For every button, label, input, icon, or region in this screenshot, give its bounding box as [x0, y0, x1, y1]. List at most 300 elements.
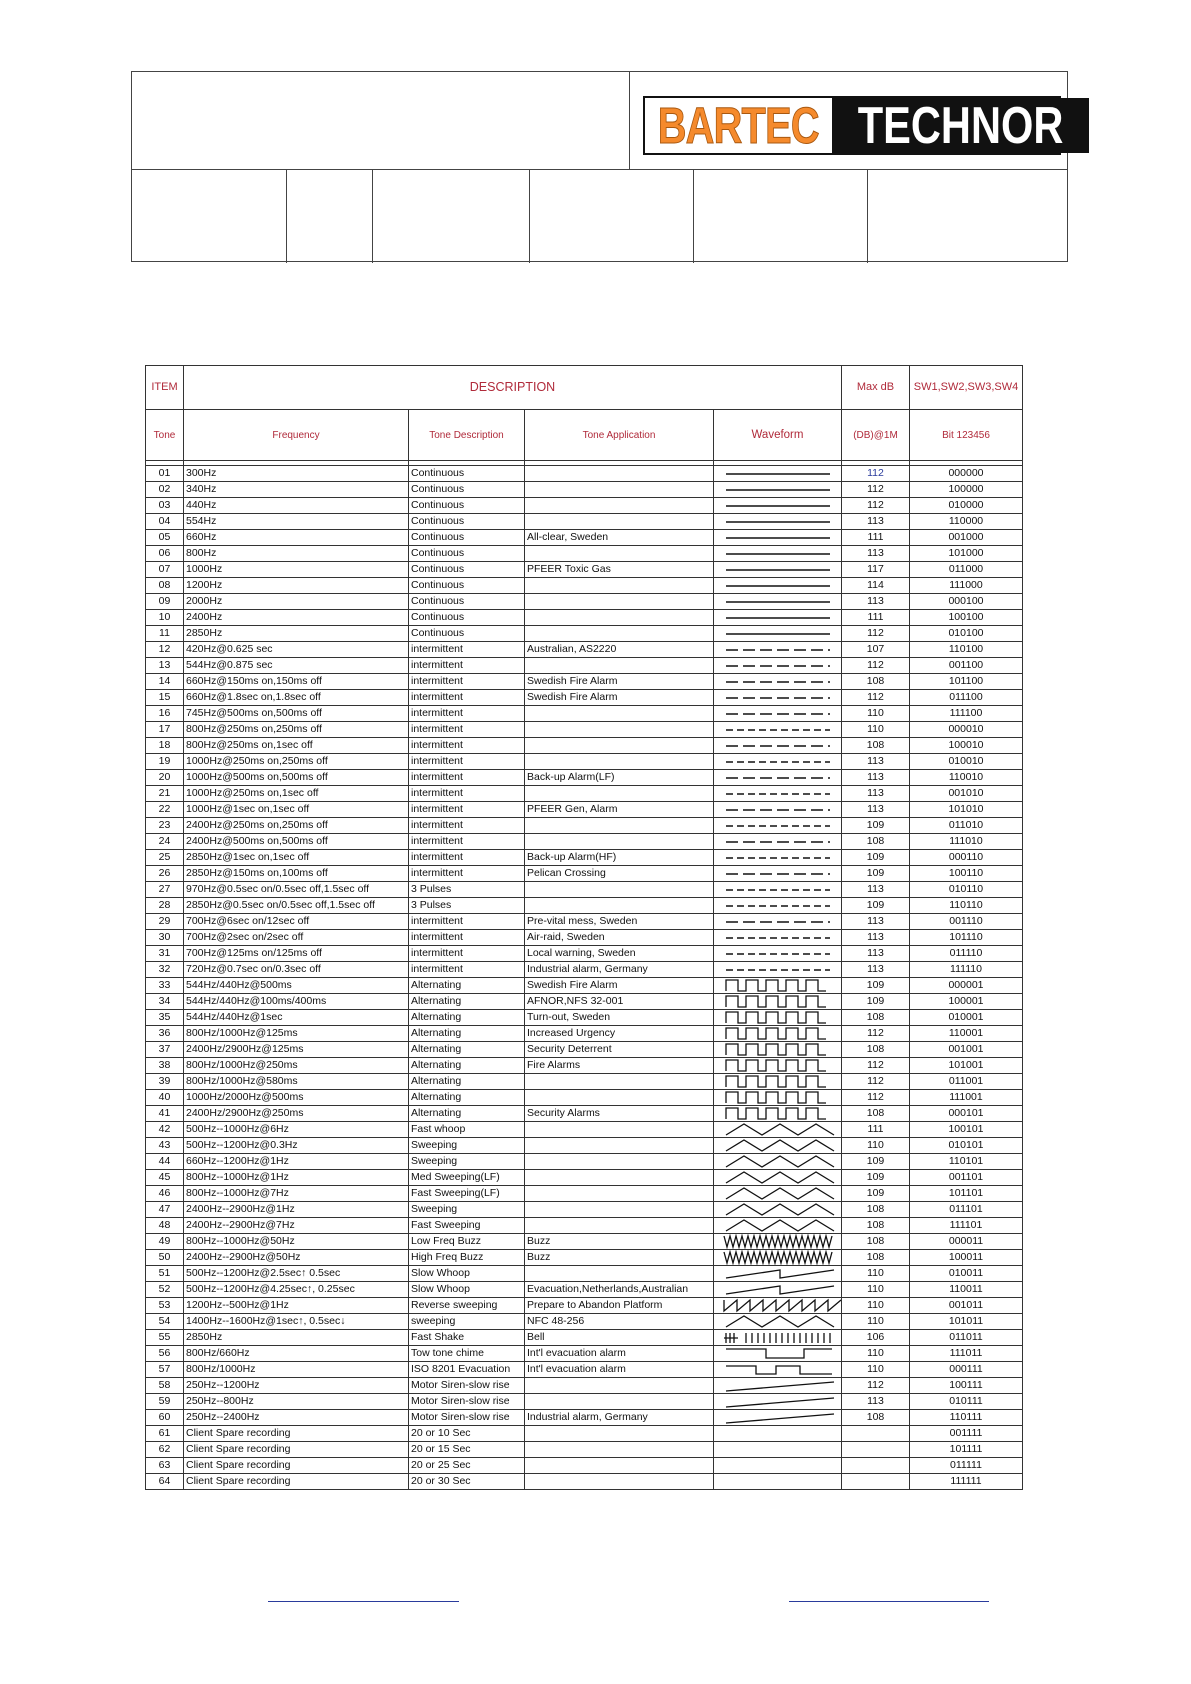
frequency-cell: 340Hz: [184, 482, 409, 498]
tone-cell: 22: [146, 802, 184, 818]
bits-cell: 000001: [910, 978, 1023, 994]
tone-cell: 20: [146, 770, 184, 786]
bits-cell: 011110: [910, 946, 1023, 962]
tone-cell: 32: [146, 962, 184, 978]
table-row: [146, 546, 1023, 562]
header-divider: [693, 170, 694, 263]
bits-header: Bit 123456: [910, 410, 1023, 461]
tone-description-cell: Alternating: [409, 1090, 525, 1106]
tone-cell: 51: [146, 1266, 184, 1282]
tone-description-cell: ISO 8201 Evacuation: [409, 1362, 525, 1378]
table-row: [146, 1026, 1023, 1042]
bits-cell: 101110: [910, 930, 1023, 946]
tone-application-cell: Pre-vital mess, Sweden: [525, 914, 714, 930]
bits-cell: 111000: [910, 578, 1023, 594]
waveform-cell: [714, 1042, 842, 1058]
bits-cell: 001011: [910, 1298, 1023, 1314]
frequency-cell: 1000Hz@250ms on,1sec off: [184, 786, 409, 802]
frequency-cell: 800Hz/1000Hz@250ms: [184, 1058, 409, 1074]
db-cell: 108: [842, 1106, 910, 1122]
tone-description-cell: intermittent: [409, 962, 525, 978]
table-row: [146, 882, 1023, 898]
bits-cell: 100111: [910, 1378, 1023, 1394]
table-row: [146, 834, 1023, 850]
db-cell: 109: [842, 1186, 910, 1202]
waveform-continuous-icon: [716, 466, 842, 481]
tone-description-cell: intermittent: [409, 642, 525, 658]
table-row: [146, 1010, 1023, 1026]
tone-cell: 64: [146, 1474, 184, 1490]
tone-application-cell: [525, 1202, 714, 1218]
frequency-cell: Client Spare recording: [184, 1458, 409, 1474]
bits-cell: 100011: [910, 1250, 1023, 1266]
tone-cell: 11: [146, 626, 184, 642]
table-row: [146, 706, 1023, 722]
tone-application-cell: Industrial alarm, Germany: [525, 962, 714, 978]
bits-cell: 110011: [910, 1282, 1023, 1298]
waveform-cell: [714, 1394, 842, 1410]
bits-cell: 010101: [910, 1138, 1023, 1154]
frequency-cell: 2400Hz--2900Hz@1Hz: [184, 1202, 409, 1218]
tone-application-cell: PFEER Toxic Gas: [525, 562, 714, 578]
frequency-cell: 660Hz--1200Hz@1Hz: [184, 1154, 409, 1170]
waveform-header: Waveform: [714, 410, 842, 461]
db-cell: 113: [842, 930, 910, 946]
tone-cell: 14: [146, 674, 184, 690]
tone-description-cell: Alternating: [409, 994, 525, 1010]
tone-application-cell: [525, 466, 714, 482]
tone-application-cell: [525, 738, 714, 754]
waveform-iso-icon: [716, 1362, 842, 1377]
tone-cell: 24: [146, 834, 184, 850]
tone-application-header: Tone Application: [525, 410, 714, 461]
db-cell: 112: [842, 1026, 910, 1042]
waveform-dash-short-icon: [716, 786, 842, 801]
db-cell: 106: [842, 1330, 910, 1346]
tone-cell: 62: [146, 1442, 184, 1458]
db-cell: 112: [842, 466, 910, 482]
waveform-cell: [714, 882, 842, 898]
tone-application-cell: [525, 834, 714, 850]
db-cell: 112: [842, 690, 910, 706]
tone-application-cell: [525, 818, 714, 834]
waveform-triangle-icon: [716, 1186, 842, 1201]
tone-cell: 47: [146, 1202, 184, 1218]
waveform-continuous-icon: [716, 626, 842, 641]
table-row: [146, 1426, 1023, 1442]
table-row: [146, 1170, 1023, 1186]
waveform-triangle-icon: [716, 1218, 842, 1233]
tone-description-cell: intermittent: [409, 706, 525, 722]
table-row: [146, 1474, 1023, 1490]
db-cell: 108: [842, 674, 910, 690]
switches-header: SW1,SW2,SW3,SW4: [910, 366, 1023, 410]
frequency-cell: 1400Hz--1600Hz@1sec↑, 0.5sec↓: [184, 1314, 409, 1330]
bits-cell: 010100: [910, 626, 1023, 642]
tone-description-cell: 20 or 15 Sec: [409, 1442, 525, 1458]
waveform-square-icon: [716, 1074, 842, 1089]
tone-application-cell: [525, 1394, 714, 1410]
frequency-cell: 800Hz: [184, 546, 409, 562]
tone-application-cell: [525, 594, 714, 610]
tone-cell: 48: [146, 1218, 184, 1234]
waveform-triangle-icon: [716, 1314, 842, 1329]
tone-application-cell: [525, 1474, 714, 1490]
tone-cell: 21: [146, 786, 184, 802]
frequency-cell: 300Hz: [184, 466, 409, 482]
waveform-continuous-icon: [716, 530, 842, 545]
db-cell: 108: [842, 1234, 910, 1250]
frequency-cell: 2400Hz/2900Hz@125ms: [184, 1042, 409, 1058]
header-divider: [132, 169, 1067, 170]
tone-description-cell: sweeping: [409, 1314, 525, 1330]
frequency-cell: 554Hz: [184, 514, 409, 530]
tone-application-cell: [525, 1458, 714, 1474]
waveform-cell: [714, 1170, 842, 1186]
waveform-cell: [714, 1378, 842, 1394]
waveform-cell: [714, 642, 842, 658]
bits-cell: 011101: [910, 1202, 1023, 1218]
frequency-cell: 544Hz/440Hz@500ms: [184, 978, 409, 994]
tone-description-cell: Alternating: [409, 1010, 525, 1026]
tone-cell: 05: [146, 530, 184, 546]
db-cell: 114: [842, 578, 910, 594]
db-cell: 112: [842, 1378, 910, 1394]
bits-cell: 011111: [910, 1458, 1023, 1474]
table-row: [146, 626, 1023, 642]
tone-description-cell: Fast whoop: [409, 1122, 525, 1138]
waveform-buzz-icon: [716, 1234, 842, 1249]
table-row: [146, 1362, 1023, 1378]
table-row: [146, 690, 1023, 706]
tone-description-cell: 3 Pulses: [409, 898, 525, 914]
bits-cell: 011011: [910, 1330, 1023, 1346]
db-cell: 113: [842, 594, 910, 610]
tone-cell: 63: [146, 1458, 184, 1474]
db-cell: 110: [842, 1346, 910, 1362]
tone-description-cell: intermittent: [409, 946, 525, 962]
tone-description-cell: Slow Whoop: [409, 1282, 525, 1298]
tone-application-cell: [525, 1138, 714, 1154]
db-cell: 113: [842, 946, 910, 962]
table-row: [146, 1378, 1023, 1394]
bits-cell: 110010: [910, 770, 1023, 786]
table-row: [146, 930, 1023, 946]
tone-cell: 33: [146, 978, 184, 994]
tone-cell: 44: [146, 1154, 184, 1170]
tone-description-cell: Alternating: [409, 1058, 525, 1074]
bits-cell: 011100: [910, 690, 1023, 706]
waveform-cell: [714, 514, 842, 530]
tone-description-cell: intermittent: [409, 914, 525, 930]
tone-cell: 31: [146, 946, 184, 962]
tone-cell: 02: [146, 482, 184, 498]
db-cell: 111: [842, 1122, 910, 1138]
table-row: [146, 1154, 1023, 1170]
bits-cell: 100110: [910, 866, 1023, 882]
tone-cell: 53: [146, 1298, 184, 1314]
header-divider: [372, 170, 373, 263]
tone-description-cell: Fast Shake: [409, 1330, 525, 1346]
tone-application-cell: Industrial alarm, Germany: [525, 1410, 714, 1426]
tone-description-cell: Sweeping: [409, 1154, 525, 1170]
table-row: [146, 578, 1023, 594]
tone-description-cell: Continuous: [409, 498, 525, 514]
tone-cell: 15: [146, 690, 184, 706]
tone-description-cell: Continuous: [409, 626, 525, 642]
tone-description-cell: Tow tone chime: [409, 1346, 525, 1362]
description-header: DESCRIPTION: [184, 366, 842, 410]
bartec-technor-logo: [643, 96, 1064, 155]
db-cell: 108: [842, 1410, 910, 1426]
db-cell: 110: [842, 706, 910, 722]
bits-cell: 100000: [910, 482, 1023, 498]
frequency-cell: 660Hz: [184, 530, 409, 546]
waveform-triangle-icon: [716, 1154, 842, 1169]
waveform-rise-icon: [716, 1394, 842, 1409]
db-cell: 110: [842, 1314, 910, 1330]
tone-cell: 12: [146, 642, 184, 658]
frequency-cell: 2400Hz--2900Hz@7Hz: [184, 1218, 409, 1234]
frequency-cell: 250Hz--2400Hz: [184, 1410, 409, 1426]
frequency-cell: 544Hz/440Hz@1sec: [184, 1010, 409, 1026]
tone-cell: 60: [146, 1410, 184, 1426]
tone-cell: 59: [146, 1394, 184, 1410]
bits-cell: 101010: [910, 802, 1023, 818]
frequency-cell: 500Hz--1000Hz@6Hz: [184, 1122, 409, 1138]
waveform-triangle-icon: [716, 1202, 842, 1217]
tone-description-cell: intermittent: [409, 658, 525, 674]
table-row: [146, 674, 1023, 690]
table-row: [146, 754, 1023, 770]
tone-description-cell: Motor Siren-slow rise: [409, 1378, 525, 1394]
waveform-cell: [714, 1266, 842, 1282]
waveform-cell: [714, 1474, 842, 1490]
waveform-square-icon: [716, 1042, 842, 1057]
bits-cell: 110111: [910, 1410, 1023, 1426]
table-subheader-row: [146, 410, 1023, 461]
waveform-cell: [714, 626, 842, 642]
tone-cell: 01: [146, 466, 184, 482]
item-header: ITEM: [146, 366, 184, 410]
header-divider: [529, 170, 530, 263]
bits-cell: 001101: [910, 1170, 1023, 1186]
waveform-cell: [714, 994, 842, 1010]
db-cell: 108: [842, 1202, 910, 1218]
bits-cell: 000010: [910, 722, 1023, 738]
tone-description-cell: Alternating: [409, 1026, 525, 1042]
table-row: [146, 1186, 1023, 1202]
db-cell: 113: [842, 514, 910, 530]
waveform-square-icon: [716, 1090, 842, 1105]
tone-cell: 03: [146, 498, 184, 514]
db-cell: 113: [842, 914, 910, 930]
waveform-cell: [714, 658, 842, 674]
tone-cell: 07: [146, 562, 184, 578]
bits-cell: 000100: [910, 594, 1023, 610]
waveform-continuous-icon: [716, 546, 842, 561]
tone-description-cell: intermittent: [409, 738, 525, 754]
frequency-cell: 2400Hz/2900Hz@250ms: [184, 1106, 409, 1122]
waveform-sawtooth-icon: [716, 1282, 842, 1297]
table-row: [146, 946, 1023, 962]
frequency-cell: 500Hz--1200Hz@4.25sec↑, 0.25sec: [184, 1282, 409, 1298]
waveform-cell: [714, 914, 842, 930]
bits-cell: 001001: [910, 1042, 1023, 1058]
waveform-cell: [714, 1298, 842, 1314]
tone-description-cell: Continuous: [409, 482, 525, 498]
tone-cell: 04: [146, 514, 184, 530]
table-row: [146, 898, 1023, 914]
tone-application-cell: [525, 1378, 714, 1394]
logo-left: [645, 98, 832, 153]
tone-application-cell: [525, 1442, 714, 1458]
db-cell: 113: [842, 754, 910, 770]
waveform-cell: [714, 706, 842, 722]
tone-cell: 19: [146, 754, 184, 770]
waveform-dash-long-icon: [716, 866, 842, 881]
db-cell: 112: [842, 1058, 910, 1074]
tone-cell: 61: [146, 1426, 184, 1442]
waveform-dash-long-icon: [716, 770, 842, 785]
db-cell: 111: [842, 610, 910, 626]
tone-application-cell: NFC 48-256: [525, 1314, 714, 1330]
waveform-cell: [714, 946, 842, 962]
db-cell: 113: [842, 770, 910, 786]
waveform-cell: [714, 754, 842, 770]
frequency-cell: 2850Hz: [184, 626, 409, 642]
db-cell: 107: [842, 642, 910, 658]
waveform-dash-short-icon: [716, 946, 842, 961]
waveform-rise-icon: [716, 1410, 842, 1425]
tone-description-cell: Alternating: [409, 978, 525, 994]
bits-cell: 110000: [910, 514, 1023, 530]
waveform-empty: [716, 1442, 842, 1457]
tone-description-cell: Fast Sweeping: [409, 1218, 525, 1234]
tone-description-cell: intermittent: [409, 834, 525, 850]
frequency-cell: 800Hz--1000Hz@7Hz: [184, 1186, 409, 1202]
db-cell: 112: [842, 1074, 910, 1090]
frequency-cell: 800Hz--1000Hz@50Hz: [184, 1234, 409, 1250]
frequency-cell: 660Hz@150ms on,150ms off: [184, 674, 409, 690]
waveform-cell: [714, 866, 842, 882]
tone-application-cell: [525, 626, 714, 642]
db-cell: 109: [842, 898, 910, 914]
waveform-continuous-icon: [716, 578, 842, 593]
db-cell: 112: [842, 482, 910, 498]
waveform-dash-short-icon: [716, 882, 842, 897]
tone-cell: 28: [146, 898, 184, 914]
frequency-cell: 2850Hz@1sec on,1sec off: [184, 850, 409, 866]
db-cell: 110: [842, 1282, 910, 1298]
bits-cell: 000111: [910, 1362, 1023, 1378]
frequency-cell: 1000Hz@500ms on,500ms off: [184, 770, 409, 786]
tone-cell: 26: [146, 866, 184, 882]
tone-description-cell: Reverse sweeping: [409, 1298, 525, 1314]
table-row: [146, 1042, 1023, 1058]
waveform-dash-long-icon: [716, 658, 842, 673]
waveform-cell: [714, 498, 842, 514]
waveform-cell: [714, 1458, 842, 1474]
table-row: [146, 770, 1023, 786]
db-cell: 108: [842, 1218, 910, 1234]
tone-description-cell: Motor Siren-slow rise: [409, 1394, 525, 1410]
tone-cell: 09: [146, 594, 184, 610]
waveform-empty: [716, 1426, 842, 1441]
table-row: [146, 1218, 1023, 1234]
waveform-cell: [714, 1442, 842, 1458]
tone-application-cell: Prepare to Abandon Platform: [525, 1298, 714, 1314]
waveform-cell: [714, 1058, 842, 1074]
tone-description-cell: intermittent: [409, 930, 525, 946]
bits-cell: 001000: [910, 530, 1023, 546]
tone-application-cell: Security Deterrent: [525, 1042, 714, 1058]
frequency-cell: 500Hz--1200Hz@0.3Hz: [184, 1138, 409, 1154]
bits-cell: 111100: [910, 706, 1023, 722]
tone-description-cell: intermittent: [409, 802, 525, 818]
frequency-cell: 250Hz--800Hz: [184, 1394, 409, 1410]
tone-description-cell: intermittent: [409, 850, 525, 866]
waveform-cell: [714, 1122, 842, 1138]
waveform-cell: [714, 770, 842, 786]
tone-application-cell: [525, 1090, 714, 1106]
tone-description-cell: Continuous: [409, 594, 525, 610]
tone-application-cell: [525, 578, 714, 594]
db-cell: 113: [842, 802, 910, 818]
tone-application-cell: [525, 1122, 714, 1138]
db-cell: 113: [842, 882, 910, 898]
tone-cell: 27: [146, 882, 184, 898]
table-row: [146, 498, 1023, 514]
db-cell: 111: [842, 530, 910, 546]
tone-description-cell: Continuous: [409, 578, 525, 594]
tone-application-cell: Swedish Fire Alarm: [525, 978, 714, 994]
tone-cell: 45: [146, 1170, 184, 1186]
frequency-cell: 800Hz--1000Hz@1Hz: [184, 1170, 409, 1186]
frequency-cell: 1200Hz: [184, 578, 409, 594]
tone-cell: 58: [146, 1378, 184, 1394]
tone-description-cell: intermittent: [409, 866, 525, 882]
logo-bartec-text: BARTEC: [657, 97, 820, 154]
tone-application-cell: [525, 1170, 714, 1186]
waveform-square-icon: [716, 1106, 842, 1121]
db-cell: 113: [842, 546, 910, 562]
frequency-cell: 700Hz@125ms on/125ms off: [184, 946, 409, 962]
waveform-triangle-icon: [716, 1170, 842, 1185]
tone-application-cell: [525, 1426, 714, 1442]
waveform-square-icon: [716, 1058, 842, 1073]
frequency-cell: 2400Hz: [184, 610, 409, 626]
header-divider: [629, 72, 630, 170]
db-header: (DB)@1M: [842, 410, 910, 461]
tone-cell: 06: [146, 546, 184, 562]
table-row: [146, 818, 1023, 834]
header-divider: [286, 170, 287, 263]
tone-application-cell: [525, 1218, 714, 1234]
tone-application-cell: [525, 482, 714, 498]
tone-table: [145, 365, 1023, 1490]
tone-description-cell: Continuous: [409, 610, 525, 626]
table-row: [146, 562, 1023, 578]
bits-cell: 000000: [910, 466, 1023, 482]
waveform-dash-long-icon: [716, 706, 842, 721]
table-row: [146, 1458, 1023, 1474]
waveform-cell: [714, 1346, 842, 1362]
bits-cell: 000110: [910, 850, 1023, 866]
db-cell: 113: [842, 962, 910, 978]
tone-cell: 35: [146, 1010, 184, 1026]
frequency-cell: 745Hz@500ms on,500ms off: [184, 706, 409, 722]
